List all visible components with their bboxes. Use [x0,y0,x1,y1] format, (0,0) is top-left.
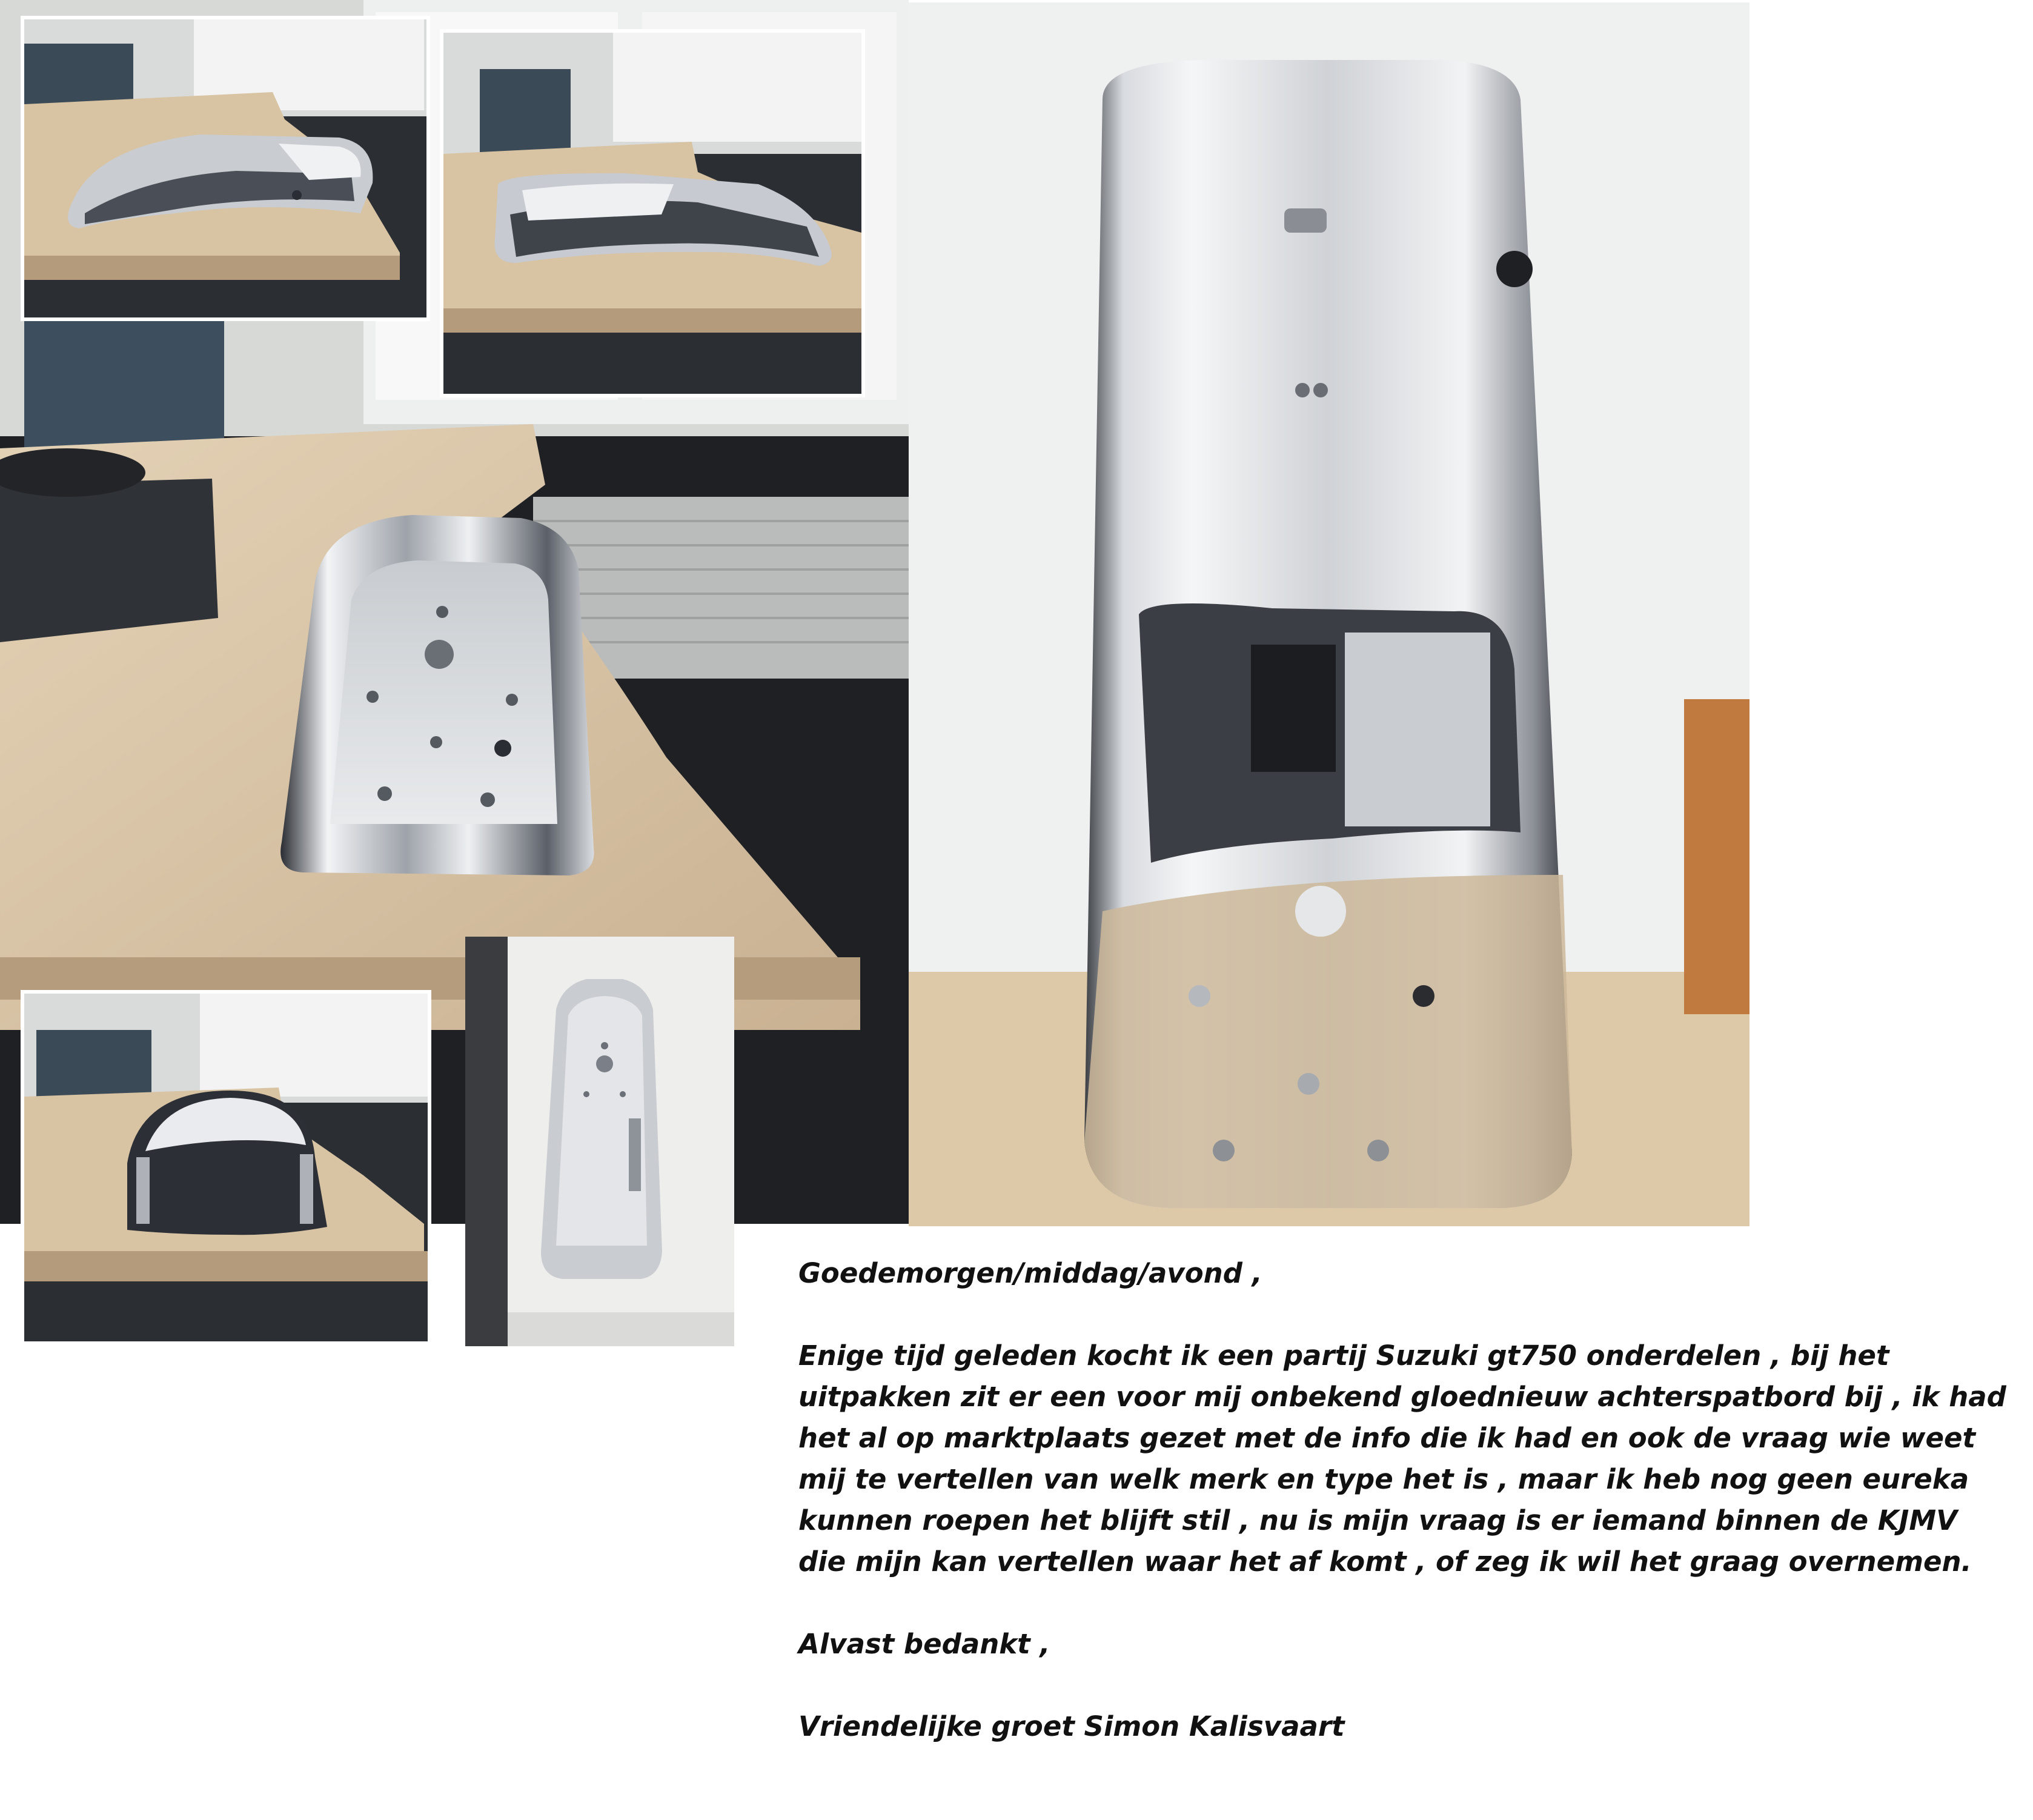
message-line-1: Enige tijd geleden kocht ik een partij Suzuki gt750 onderdelen , bij het [798,1340,1889,1372]
photo-fender-underside [465,937,734,1346]
message-line-2: uitpakken zit er een voor mij onbekend gloednieuw achterspatbord bij , ik had [798,1381,2006,1413]
message-line-6: die mijn kan vertellen waar het af komt , of zeg ik wil het graag overnemen. [798,1546,1972,1578]
photo-fender-side-left [24,19,426,317]
message-line-3: het al op marktplaats gezet met de info die ik had en ook de vraag wie weet [798,1422,1976,1454]
message-line-5: kunnen roepen het blijft stil , nu is mijn vraag is er iemand binnen de KJMV [798,1504,1957,1536]
photo-fender-side-right [443,33,861,394]
message-thanks: Alvast bedankt , [798,1628,1050,1660]
message-greeting: Goedemorgen/middag/avond , [798,1257,1262,1289]
photo-fender-closeup [909,2,1749,1226]
message-line-4: mij te vertellen van welk merk en type het is , maar ik heb nog geen eureka [798,1463,1969,1495]
message-signature: Vriendelijke groet Simon Kalisvaart [798,1710,1345,1742]
message-text [798,1253,2028,1747]
photo-fender-front-small [24,994,428,1341]
